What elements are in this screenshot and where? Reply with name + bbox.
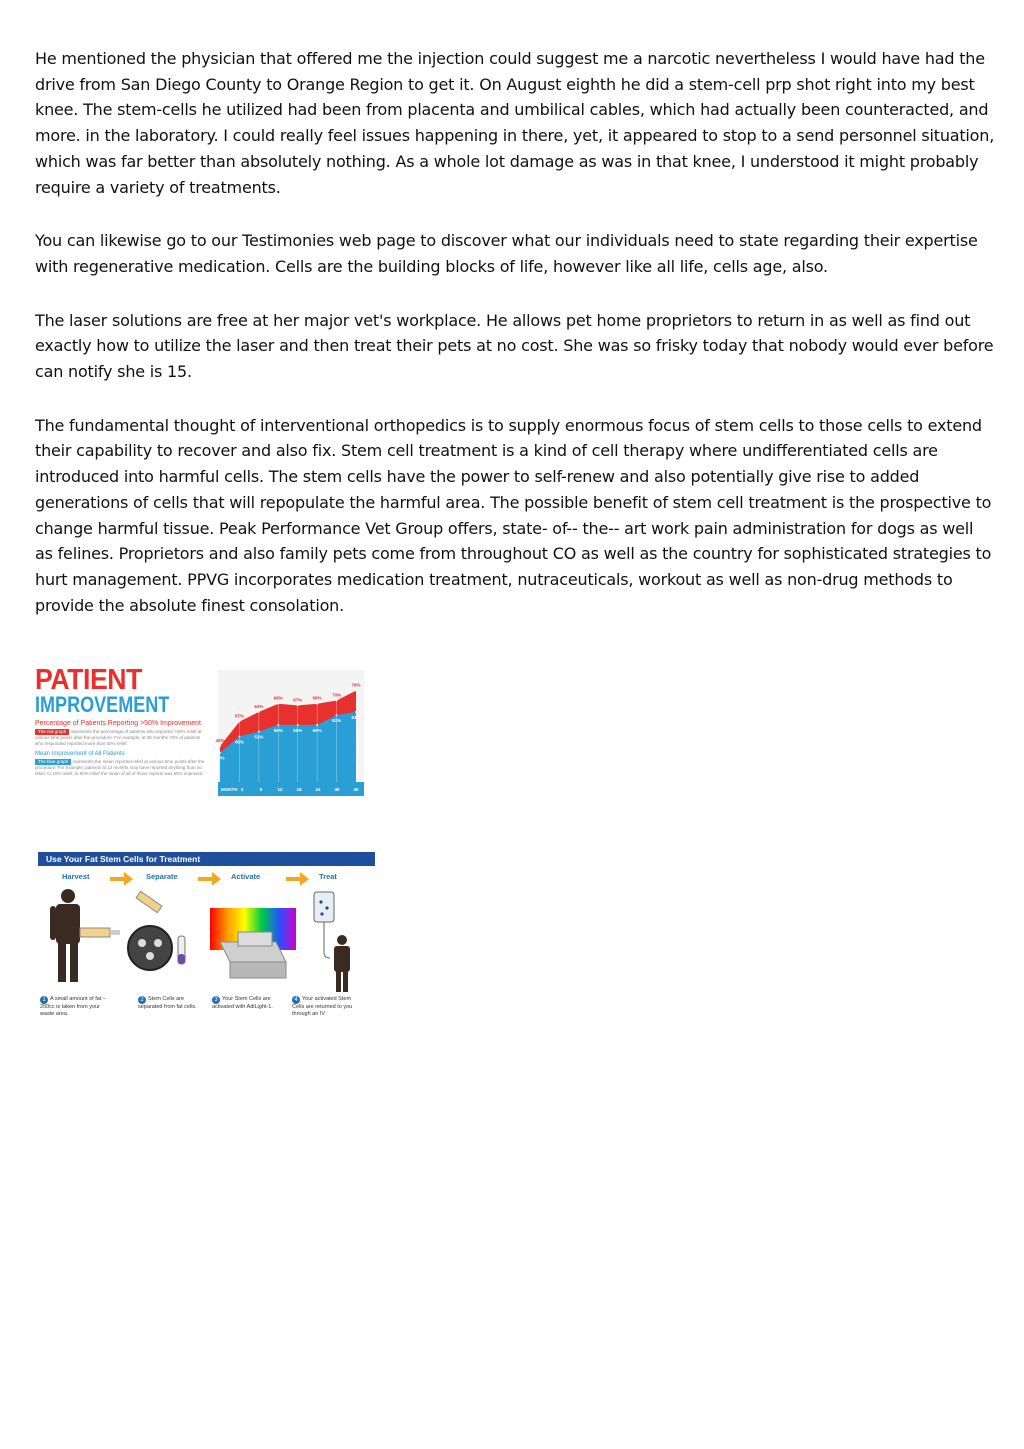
blue-data-label: 38% — [215, 755, 225, 761]
blue-data-point — [239, 735, 241, 737]
red-data-label: 63% — [254, 703, 264, 709]
step-number-badge: 1 — [40, 996, 48, 1004]
blue-data-label: 48% — [234, 739, 244, 745]
arrow-icon — [286, 877, 300, 881]
red-data-point — [297, 704, 299, 706]
red-data-label: 68% — [312, 695, 322, 701]
caption-text: Your activated Stem Cells are returned to you through an IV — [292, 996, 353, 1017]
process-illustration — [38, 888, 375, 998]
step-treat: Treat — [319, 872, 337, 881]
improvement-area-chart — [215, 670, 364, 796]
caption-text: Stem Cells are separated from fat cells. — [138, 996, 197, 1010]
caption-text: Your Stem Cells are activated with AdiLight-1. — [212, 996, 273, 1010]
x-tick-label: 30 — [334, 787, 340, 792]
red-data-label: 68% — [273, 695, 283, 701]
x-tick-label: 6 — [259, 787, 263, 792]
blue-data-point — [277, 724, 279, 726]
red-data-point — [219, 745, 221, 747]
blue-data-label: 63% — [351, 714, 361, 720]
arrow-icon — [110, 877, 124, 881]
centrifuge-icon — [128, 891, 185, 970]
blue-graph-text: represents the mean reported relief at various time points after the procedure. For example, patients at 12 months may have reported anything from no relief, to 10% relief, to 90% relief the mean of all of those reports was 55% improved. — [35, 759, 205, 776]
red-data-point — [239, 721, 241, 723]
person-icon — [50, 889, 80, 982]
blue-data-point — [219, 752, 221, 754]
red-data-point — [277, 703, 279, 705]
red-data-label: 70% — [332, 692, 342, 698]
step-number-badge: 2 — [138, 996, 146, 1004]
patient-improvement-infographic — [35, 660, 365, 800]
paragraph-3: The laser solutions are free at her major vet's workplace. He allows pet home proprietors to return in as well as find out exactly how to utilize the laser and then treat their pets at no cost. She was so frisky today that nobody would ever before can notify she is 15. — [35, 310, 994, 382]
x-axis-title: MONTH — [221, 787, 238, 792]
paragraph-1: He mentioned the physician that offered me the injection could suggest me a narcotic nevertheless I would have had the drive from San Diego County to Orange Region to get it. On August eighth he did a stem-cell prp shot right into my best knee. The stem-cells he utilized had been from placenta and umbilical cables, which had actually been counteracted, and more. in the laboratory. I could really feel issues happening in there, yet, it appeared to stop to a send personnel situation, which was far better than absolutely nothing. As a whole lot damage as was in that knee, I understood it might probably require a variety of treatments. — [35, 49, 995, 197]
caption-1 — [40, 996, 110, 1018]
red-data-label: 76% — [351, 682, 361, 688]
blue-data-point — [297, 724, 299, 726]
step-number-badge: 3 — [212, 996, 220, 1004]
syringe-icon — [80, 928, 120, 937]
paragraph-4: The fundamental thought of interventional orthopedics is to supply enormous focus of stem cells to those cells to extend their capability to recover and also fix. Stem cell treatment is a kind of cell therapy where undifferentiated cells are introduced into harmful cells. The stem cells have the power to self-renew and also potentially give rise to added generations of cells that will repopulate the harmful area. The possible benefit of stem cell treatment is the prospective to change harmful tissue. Peak Performance Vet Group offers, state- of-- the-- art work pain administration for dogs as well as felines. Proprietors and also family pets come from throughout CO as well as the country for sophisticated strategies to hurt management. PPVG incorporates medication treatment, nutraceuticals, workout as well as non-drug methods to provide the absolute finest consolation. — [35, 415, 992, 615]
red-data-label: 42% — [215, 738, 225, 744]
process-steps — [38, 872, 375, 886]
step-activate: Activate — [231, 872, 261, 881]
blue-data-point — [355, 711, 357, 713]
caption-2 — [138, 996, 208, 1011]
infographic-legend — [35, 660, 205, 800]
x-tick-label: 3 — [240, 787, 244, 792]
x-tick-label: 24 — [315, 787, 321, 792]
infographic-subtitle-2: Mean Improvement of All Patients — [35, 751, 125, 757]
caption-4 — [292, 996, 362, 1018]
red-data-label: 57% — [234, 713, 244, 719]
x-tick-label: 40 — [353, 787, 359, 792]
arrow-icon — [198, 877, 212, 881]
infographic-title-2: IMPROVEMENT — [35, 692, 170, 717]
paragraph-2: You can likewise go to our Testimonies web page to discover what our individuals need to state regarding their expertise with regenerative medication. Cells are the building blocks of life, however like all life, cells age, also. — [35, 231, 978, 276]
blue-data-point — [258, 731, 260, 733]
blue-graph-description — [35, 759, 205, 777]
stem-cell-process-infographic — [38, 852, 375, 1032]
blue-data-label: 55% — [273, 727, 283, 733]
step-separate: Separate — [146, 872, 178, 881]
caption-text: A small amount of fat – 200cc is taken from your waste area. — [40, 996, 106, 1017]
person-icon — [334, 935, 350, 992]
red-data-label: 67% — [293, 697, 303, 703]
article-body — [35, 46, 995, 646]
red-graph-description — [35, 729, 205, 747]
infographic-subtitle: Percentage of Patients Reporting >50% Improvement — [35, 720, 201, 727]
blue-data-label: 55% — [312, 727, 322, 733]
blue-data-label: 55% — [293, 727, 303, 733]
red-data-point — [316, 703, 318, 705]
process-header: Use Your Fat Stem Cells for Treatment — [38, 852, 375, 866]
blue-data-point — [336, 714, 338, 716]
blue-data-label: 61% — [332, 718, 342, 724]
iv-bag-icon — [314, 892, 334, 958]
blue-graph-tag: The blue graph — [35, 759, 71, 765]
x-tick-label: 18 — [296, 787, 302, 792]
red-graph-tag: The red graph — [35, 729, 69, 735]
x-tick-label: 12 — [277, 787, 283, 792]
red-graph-text: represents the percentage of patients who reported >50% relief at various time points after the procedure. For example, at 36 months 70% of patients who responded reported more than 50% relief. — [35, 729, 202, 746]
arrow-head-icon — [124, 872, 133, 886]
red-data-point — [258, 711, 260, 713]
blue-data-label: 51% — [254, 734, 264, 740]
y-axis-title: PATIENT IMPROVEMENT — [355, 730, 360, 778]
step-number-badge: 4 — [292, 996, 300, 1004]
infographic-title: PATIENT — [35, 664, 142, 696]
blue-data-point — [316, 724, 318, 726]
red-data-point — [336, 700, 338, 702]
step-harvest: Harvest — [62, 872, 90, 881]
red-data-point — [355, 690, 357, 692]
arrow-head-icon — [212, 872, 221, 886]
caption-3 — [212, 996, 282, 1011]
arrow-head-icon — [300, 872, 309, 886]
